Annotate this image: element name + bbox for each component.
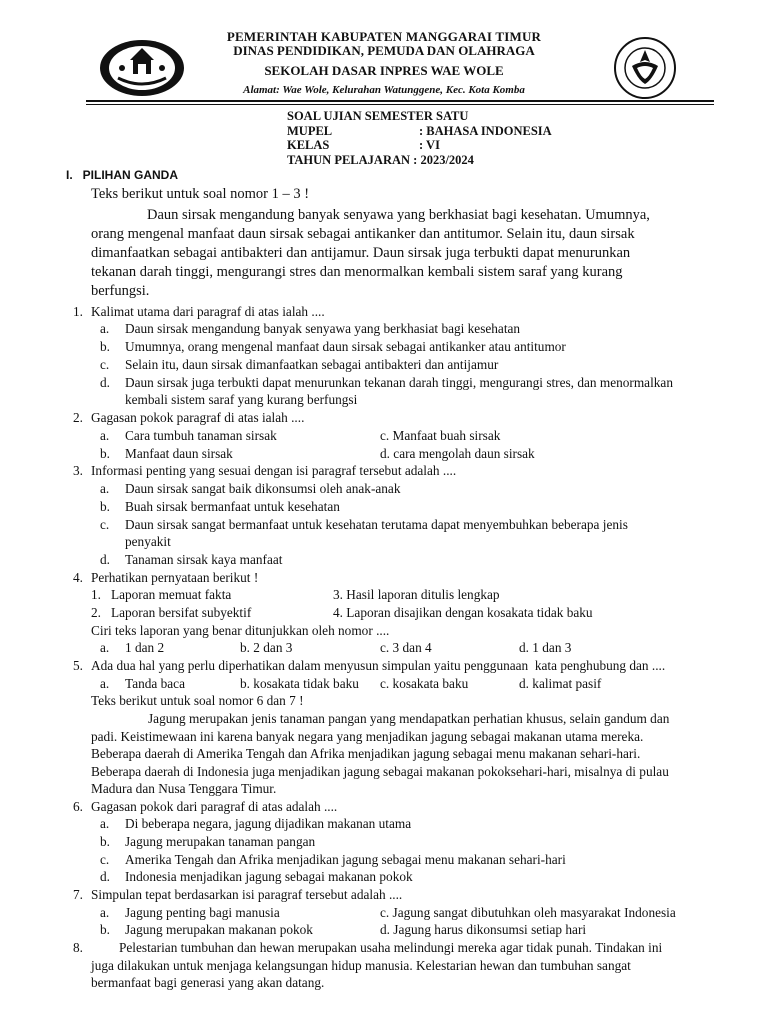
question-7 [73,886,402,904]
option-2b[interactable] [100,445,233,463]
statement-3: 3. Hasil laporan ditulis lengkap [333,587,500,602]
option-letter: a. [100,428,110,443]
option-letter: d. [100,869,110,884]
option-text: b. kosakata tidak baku [240,676,359,691]
option-text: Tanda baca [125,676,185,691]
option-3c-continued [125,533,171,551]
option-2d[interactable] [380,445,535,463]
option-1a[interactable] [100,320,520,338]
option-text: Di beberapa negara, jagung dijadikan makanan utama [125,816,412,831]
option-letter: b. [100,339,110,354]
kelas-label: KELAS [287,138,330,152]
option-letter: a. [100,640,110,655]
option-3d[interactable] [100,551,282,569]
exam-title: SOAL UJIAN SEMESTER SATU [287,109,469,123]
question-number: 2. [73,410,83,425]
option-2a[interactable] [100,427,277,445]
question-number: 5. [73,658,83,673]
option-text: c. kosakata baku [380,676,469,691]
question-text: Ada dua hal yang perlu diperhatikan dalam menyusun simpulan yaitu penggunaan kata penghubung dan .... [91,658,666,673]
option-text: Amerika Tengah dan Afrika menjadikan jagung sebagai menu makanan sehari-hari [125,852,566,867]
question-number: 4. [73,570,83,585]
letterhead-government: PEMERINTAH KABUPATEN MANGGARAI TIMUR [226,29,542,44]
option-text: Selain itu, daun sirsak dimanfaatkan sebagai antibakteri dan antijamur [125,357,499,372]
option-letter: c. [100,357,110,372]
option-7b[interactable] [100,921,313,939]
question-text: Kalimat utama dari paragraf di atas ialah .... [91,304,325,319]
letterhead-school: SEKOLAH DASAR INPRES WAE WOLE [264,63,504,78]
kelas-value: : VI [419,138,440,152]
option-1c[interactable] [100,356,498,374]
question-1 [73,303,325,321]
option-1b[interactable] [100,338,566,356]
option-7a[interactable] [100,904,280,922]
option-3a[interactable] [100,480,400,498]
option-5b[interactable] [240,675,359,693]
question-8-line: bermanfaat bagi generasi yang akan datang. [91,975,325,990]
option-6c[interactable] [100,851,566,869]
option-letter: a. [100,321,110,336]
passage-2-line: Madura dan Nusa Tenggara Timur. [91,781,277,797]
option-5d[interactable] [519,675,601,693]
statement-1: 1. Laporan memuat fakta [91,587,232,602]
option-letter: d. [100,552,110,567]
option-text: d. 1 dan 3 [519,640,572,655]
question-text: Gagasan pokok dari paragraf di atas adalah .... [91,799,338,814]
question-number: 7. [73,887,83,902]
option-text: Jagung penting bagi manusia [125,905,280,920]
exam-meta [287,109,552,167]
option-text: d. cara mengolah daun sirsak [380,446,535,461]
passage-1-line: berfungsi. [91,283,150,299]
option-text: b. 2 dan 3 [240,640,293,655]
passage-1-line: tekanan darah tinggi, mengurangi stres dan menormalkan kembali sistem saraf yang kurang [91,264,623,280]
option-text: Jagung merupakan makanan pokok [125,922,313,937]
tahun-pelajaran: TAHUN PELAJARAN : 2023/2024 [287,152,474,167]
option-letter: b. [100,499,110,514]
option-text: c. Manfaat buah sirsak [380,428,501,443]
option-text: kembali sistem saraf yang kurang berfungsi [125,392,358,407]
question-text: Simpulan tepat berdasarkan isi paragraf tersebut adalah .... [91,887,403,902]
question-text: Gagasan pokok paragraf di atas ialah .... [91,410,305,425]
question-number: 6. [73,799,83,814]
option-3c[interactable] [100,516,628,534]
option-6a[interactable] [100,815,411,833]
option-text: Indonesia menjadikan jagung sebagai makanan pokok [125,869,413,884]
option-text: Cara tumbuh tanaman sirsak [125,428,277,443]
option-text: Daun sirsak juga terbukti dapat menurunkan tekanan darah tinggi, mengurangi stres, dan menormalkan [125,375,673,390]
passage-1-line: Daun sirsak mengandung banyak senyawa yang berkhasiat bagi kesehatan. Umumnya, [147,207,650,223]
question-number: 8. [73,940,83,955]
letterhead-rule-thick [86,100,714,102]
option-text: Daun sirsak sangat baik dikonsumsi oleh anak-anak [125,481,401,496]
option-text: Daun sirsak sangat bermanfaat untuk kesehatan terutama dapat menyembuhkan beberapa jenis [125,517,628,532]
intro-text-2: Teks berikut untuk soal nomor 6 dan 7 ! [91,693,304,708]
question-number: 1. [73,304,83,319]
passage-2 [91,710,731,798]
option-5a[interactable] [100,675,185,693]
option-letter: c. [100,517,110,532]
question-text: Informasi penting yang sesuai dengan isi paragraf tersebut adalah .... [91,463,457,478]
passage-1-line: orang mengenal manfaat daun sirsak sebagai antikanker dan antitumor. Selain itu, daun sirsak [91,226,635,242]
mupel-value: : BAHASA INDONESIA [419,123,552,138]
option-text: penyakit [125,534,171,549]
option-4a[interactable] [100,639,164,657]
question-text: Pelestarian tumbuhan dan hewan merupakan usaha melindungi mereka agar tidak punah. Tindakan ini [119,940,663,955]
section-heading: I. PILIHAN GANDA [66,168,179,182]
letterhead-department: DINAS PENDIDIKAN, PEMUDA DAN OLAHRAGA [233,43,535,58]
question-text: Perhatikan pernyataan berikut ! [91,570,259,585]
question-8-line: juga dilakukan untuk menjaga kelangsungan hidup manusia. Kelestarian hewan dan tumbuhan sangat [91,958,631,973]
mupel-label: MUPEL [287,123,333,138]
letterhead-rule-thin [86,104,714,105]
option-6b[interactable] [100,833,315,851]
statement-2: 2. Laporan bersifat subyektif [91,605,252,620]
option-1d-continued [125,391,357,409]
option-text: c. Jagung sangat dibutuhkan oleh masyarakat Indonesia [380,905,676,920]
option-letter: a. [100,676,110,691]
letterhead [0,30,768,96]
question-5 [73,657,665,675]
option-letter: a. [100,816,110,831]
question-3 [73,462,456,480]
option-letter: b. [100,446,110,461]
question-2 [73,409,304,427]
option-letter: d. [100,375,110,390]
option-text: Buah sirsak bermanfaat untuk kesehatan [125,499,340,514]
option-letter: a. [100,905,110,920]
option-text: Daun sirsak mengandung banyak senyawa yang berkhasiat bagi kesehatan [125,321,521,336]
option-letter: b. [100,922,110,937]
passage-1-line: dimanfaatkan sebagai antibakteri dan antijamur. Daun sirsak juga terbukti dapat menurunkan [91,245,631,261]
passage-2-line: Jagung merupakan jenis tanaman pangan yang mendapatkan perhatian khusus, selain gandum dan [148,711,670,726]
letterhead-address: Alamat: Wae Wole, Kelurahan Watunggene, Kec. Kota Komba [243,84,525,96]
question-4-ask: Ciri teks laporan yang benar ditunjukkan oleh nomor .... [91,623,390,638]
question-6 [73,798,337,816]
option-text: 1 dan 2 [125,640,165,655]
option-4b[interactable] [240,639,292,657]
intro-text-1: Teks berikut untuk soal nomor 1 – 3 ! [91,186,310,202]
option-5c[interactable] [380,675,468,693]
option-7d[interactable] [380,921,586,939]
passage-2-line: Beberapa daerah di Amerika Tengah dan Afrika menjadikan jagung sebagai menu makanan sehari-hari. [91,746,641,762]
question-4 [73,569,258,587]
option-text: d. Jagung harus dikonsumsi setiap hari [380,922,587,937]
passage-1 [91,206,731,301]
option-4d[interactable] [519,639,571,657]
option-text: Tanaman sirsak kaya manfaat [125,552,283,567]
question-8 [73,939,662,957]
option-letter: c. [100,852,110,867]
option-3b[interactable] [100,498,340,516]
option-6d[interactable] [100,868,413,886]
option-1d[interactable] [100,374,673,392]
option-letter: b. [100,834,110,849]
option-text: Jagung merupakan tanaman pangan [125,834,316,849]
option-text: Umumnya, orang mengenal manfaat daun sirsak sebagai antikanker atau antitumor [125,339,566,354]
option-text: d. kalimat pasif [519,676,602,691]
question-number: 3. [73,463,83,478]
option-letter: a. [100,481,110,496]
option-7c[interactable] [380,904,676,922]
option-text: c. 3 dan 4 [380,640,432,655]
option-2c[interactable] [380,427,500,445]
statement-4: 4. Laporan disajikan dengan kosakata tidak baku [333,605,593,620]
passage-2-line: padi. Keistimewaan ini karena banyak negara yang menjadikan jagung sebagai makanan utama mereka. [91,728,644,744]
passage-2-line: Beberapa daerah di Indonesia juga menjadikan jagung sebagai makanan pokoksehari-hari, misalnya di pulau [91,763,669,779]
option-text: Manfaat daun sirsak [125,446,233,461]
option-4c[interactable] [380,639,432,657]
